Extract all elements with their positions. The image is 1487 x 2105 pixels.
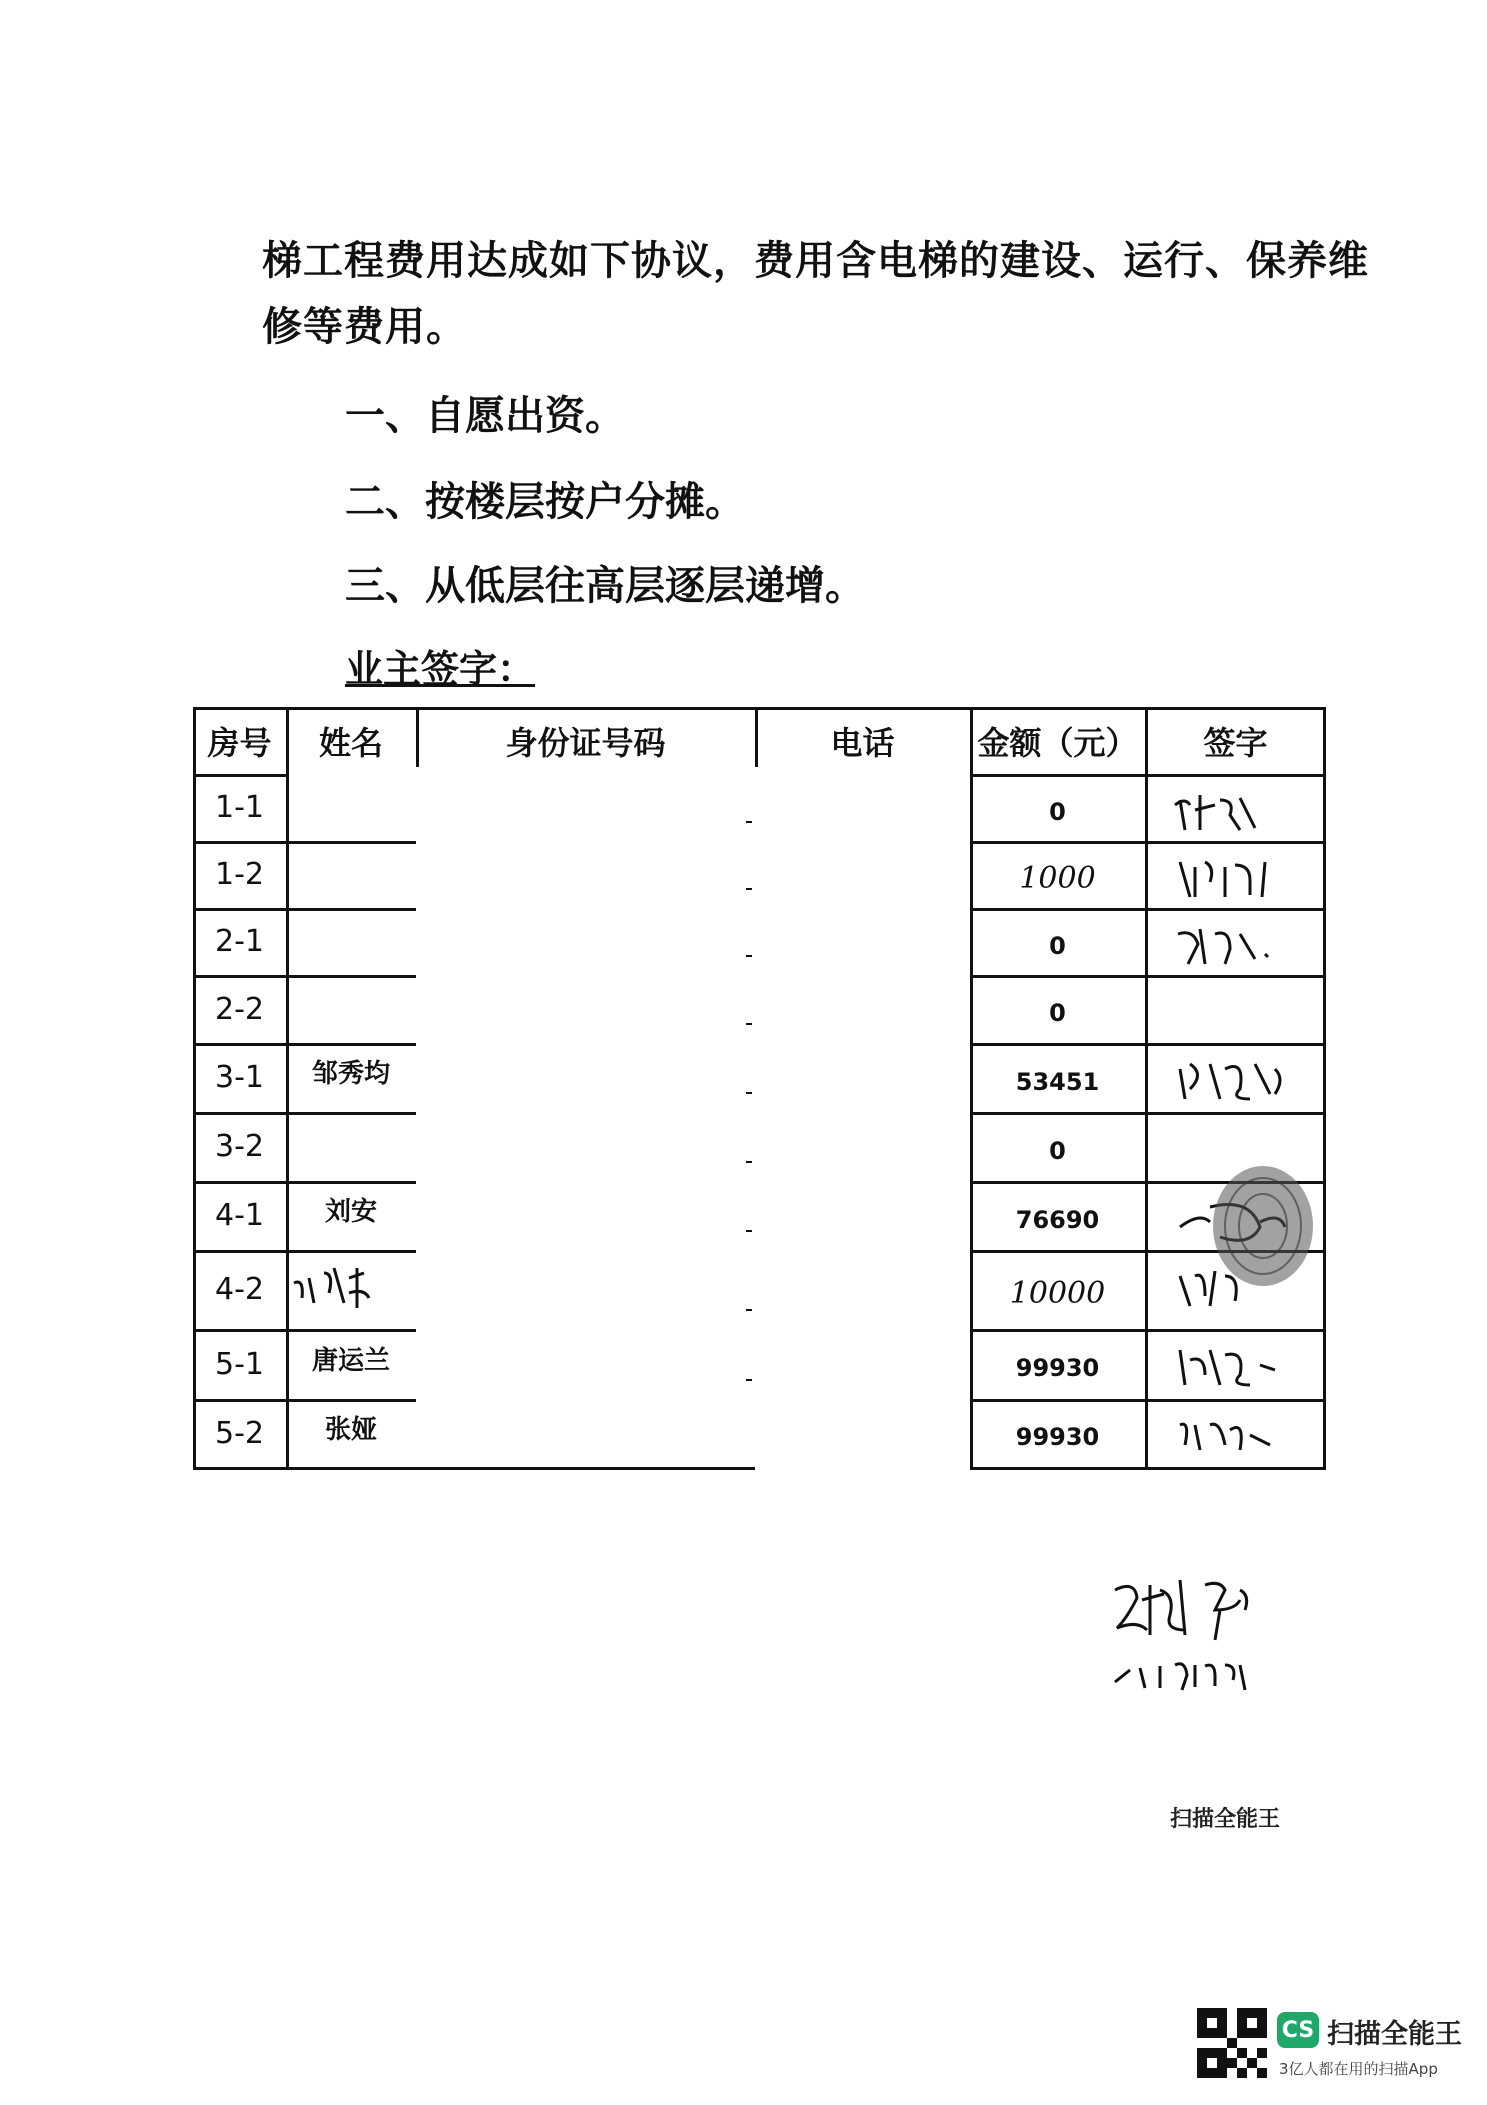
amount-value: 0 xyxy=(1049,999,1066,1027)
amount-value: 0 xyxy=(1049,797,1066,826)
table-row-divider xyxy=(1145,1399,1326,1402)
owner-name: 刘安 xyxy=(324,1197,377,1227)
table-header-divider xyxy=(1145,774,1326,777)
verification-signature xyxy=(1100,1570,1330,1694)
header-phone: 电话 xyxy=(830,723,895,762)
room-number: 5-1 xyxy=(215,1346,264,1382)
owner-name xyxy=(286,902,416,969)
redaction-mark xyxy=(746,1230,752,1232)
scanner-watermark xyxy=(1197,2008,1467,2082)
owner-name: 邹秀均 xyxy=(311,1059,390,1089)
owner-signature xyxy=(1155,1335,1315,1393)
owner-name xyxy=(286,835,416,902)
owner-name xyxy=(286,1106,416,1175)
scanner-brand-name: 扫描全能王 xyxy=(1327,2019,1462,2050)
owner-name: 张娅 xyxy=(324,1414,377,1445)
table-row-divider xyxy=(1145,1112,1326,1115)
header-id-number: 身份证号码 xyxy=(505,723,666,762)
redaction-mark xyxy=(746,1023,752,1025)
table-row-divider xyxy=(1145,975,1326,978)
header-room: 房号 xyxy=(207,723,272,762)
fingerprint-mark xyxy=(1203,1161,1323,1291)
agreement-line-1: 梯工程费用达成如下协议，费用含电梯的建设、运行、保养维 xyxy=(262,238,1369,284)
amount-value: 10000 xyxy=(1009,1276,1106,1311)
scanner-tagline: 3亿人都在用的扫描App xyxy=(1279,2060,1438,2078)
amount-value: 0 xyxy=(1049,931,1066,960)
amount-value: 99930 xyxy=(1015,1423,1100,1451)
table-row-divider xyxy=(1145,1329,1326,1332)
owner-name xyxy=(286,969,416,1037)
redaction-mark xyxy=(746,1309,752,1311)
room-number: 1-2 xyxy=(215,857,264,892)
owner-signature xyxy=(1155,1405,1315,1463)
agreement-line-2: 修等费用。 xyxy=(262,304,467,350)
owner-name: 唐运兰 xyxy=(311,1345,390,1376)
camscanner-logo: CS xyxy=(1277,2012,1319,2048)
room-number: 4-1 xyxy=(215,1198,264,1233)
room-number: 2-1 xyxy=(215,924,264,959)
agreement-item-1: 一、自愿出资。 xyxy=(345,393,625,439)
header-amount: 金额（元） xyxy=(977,723,1138,762)
table-right-border xyxy=(1323,707,1326,1470)
table-row-divider xyxy=(1145,841,1326,844)
agreement-item-2: 二、按楼层按户分摊。 xyxy=(345,479,745,525)
amount-value: 53451 xyxy=(1015,1067,1100,1096)
redaction-mark xyxy=(746,1379,752,1381)
redaction-mark xyxy=(746,1161,752,1163)
table-header-divider xyxy=(970,774,1145,777)
agreement-item-3: 三、从低层往高层逐层递增。 xyxy=(345,563,865,609)
header-name: 姓名 xyxy=(318,723,383,762)
redaction-mark xyxy=(746,888,752,890)
table-bottom-border xyxy=(193,1467,755,1470)
amount-value: 99930 xyxy=(1015,1354,1100,1382)
amount-value: 76690 xyxy=(1015,1205,1100,1234)
owner-signature xyxy=(1155,914,1315,972)
table-column-divider xyxy=(1145,707,1148,1470)
owner-signature-heading: 业主签字： xyxy=(345,647,536,691)
owner-signature xyxy=(1155,780,1315,838)
handwritten-name xyxy=(289,1258,389,1313)
room-number: 2-2 xyxy=(215,991,264,1027)
partial-scan-footer: 扫描全能王 xyxy=(1170,1807,1281,1832)
owner-signature xyxy=(1155,1049,1315,1107)
qr-code-icon xyxy=(1197,2008,1267,2078)
room-number: 3-1 xyxy=(215,1060,264,1095)
header-signature: 签字 xyxy=(1203,723,1268,762)
room-number: 5-2 xyxy=(215,1415,264,1451)
owner-signature xyxy=(1155,847,1315,905)
room-number: 3-2 xyxy=(215,1129,264,1164)
table-row-divider xyxy=(1145,1043,1326,1046)
room-number: 1-1 xyxy=(215,790,264,825)
redaction-mark xyxy=(746,955,752,957)
amount-value: 1000 xyxy=(1019,861,1096,896)
owner-name xyxy=(286,768,416,835)
redaction-mark xyxy=(746,821,752,823)
table-row-divider xyxy=(1145,908,1326,911)
room-number: 4-2 xyxy=(215,1272,264,1307)
redaction-mark xyxy=(746,1092,752,1094)
amount-value: 0 xyxy=(1049,1136,1066,1165)
